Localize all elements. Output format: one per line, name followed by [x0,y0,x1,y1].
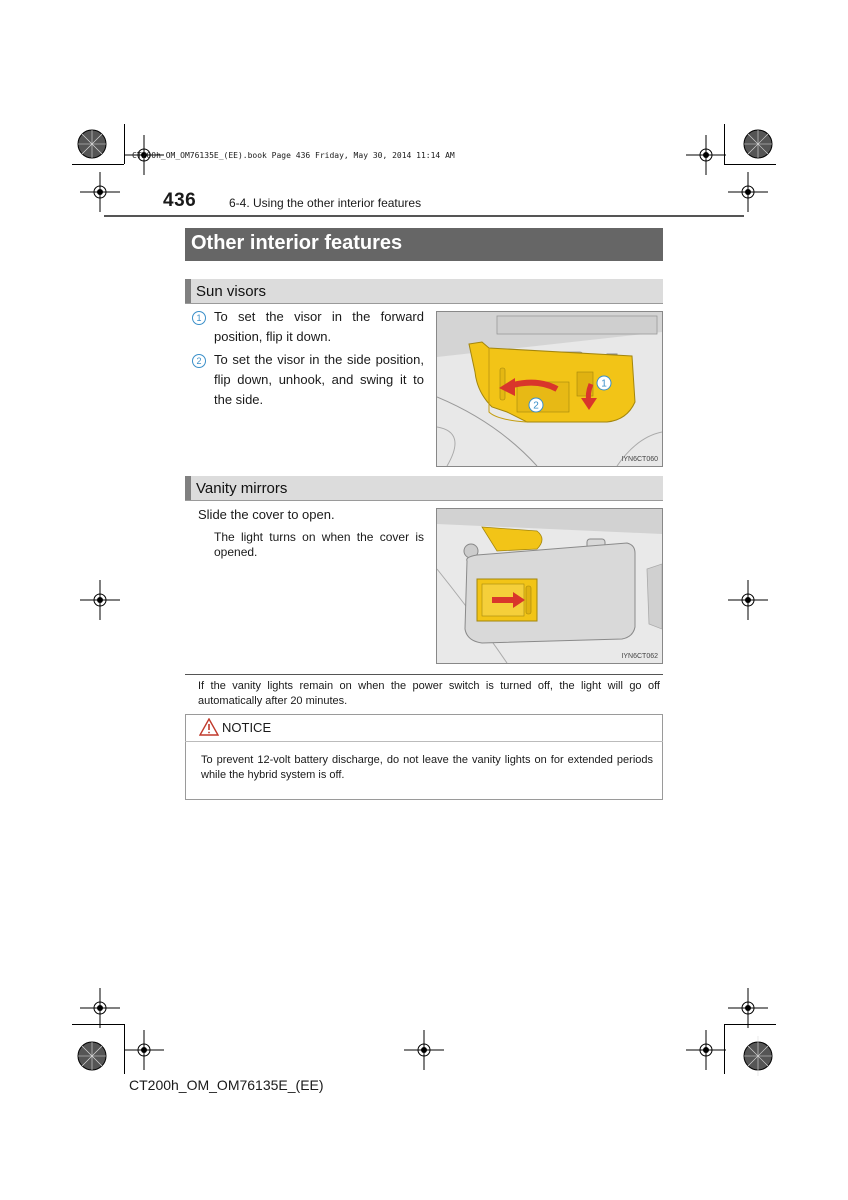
vanity-mirror-detail: The light turns on when the cover is opened. [214,530,424,559]
page-number: 436 [163,190,197,211]
crosshair-icon [686,1030,726,1070]
crop-mark [724,124,725,164]
notice-label: NOTICE [222,720,272,735]
vanity-mirror-intro: Slide the cover to open. [198,507,335,522]
sun-visor-illustration [436,311,663,467]
crop-mark [724,1024,776,1025]
crop-mark [124,1024,125,1074]
vanity-mirrors-heading: Vanity mirrors [196,480,288,497]
sun-visor-step-1: To set the visor in the forward position, flip it down. [214,309,424,344]
print-slug: CT200h_OM_OM76135E_(EE).book Page 436 Friday, May 30, 2014 11:14 AM [132,151,455,160]
step-number-1: 1 [192,311,206,325]
sun-visor-drawing [437,312,662,466]
crop-mark [724,164,776,165]
crosshair-icon [728,988,768,1028]
crop-mark [124,124,125,164]
crosshair-icon [728,172,768,212]
note-rule [185,674,663,675]
crop-mark [72,1024,124,1025]
crosshair-icon [686,135,726,175]
crosshair-icon [728,580,768,620]
breadcrumb: 6-4. Using the other interior features [229,196,422,210]
crosshair-icon [80,988,120,1028]
figure-callout-2: 2 [533,400,539,412]
crosshair-icon [404,1030,444,1070]
vanity-mirror-illustration [436,508,663,664]
registration-target-icon [72,1036,112,1076]
warning-triangle-icon [199,718,219,736]
note-text: If the vanity lights remain on when the power switch is turned off, the light will go off automatically after 20 minutes. [198,680,660,707]
crosshair-icon [80,580,120,620]
registration-target-icon [738,124,778,164]
figure-callout-1: 1 [601,378,607,390]
crop-mark [724,1024,725,1074]
crosshair-icon [124,1030,164,1070]
registration-target-icon [738,1036,778,1076]
header-rule [104,215,744,217]
footer-code: CT200h_OM_OM76135E_(EE) [129,1077,324,1093]
crosshair-icon [80,172,120,212]
vanity-mirror-drawing [437,509,662,663]
step-number-2: 2 [192,354,206,368]
crop-mark [72,164,124,165]
section-title: Other interior features [191,232,403,254]
sun-visors-heading: Sun visors [196,283,267,300]
figure-code: IYN6CT062 [621,653,658,660]
sun-visor-step-2: To set the visor in the side position, flip down, unhook, and swing it to the side. [214,352,424,407]
registration-target-icon [72,124,112,164]
notice-text: To prevent 12-volt battery discharge, do not leave the vanity lights on for extended periods while the hybrid system is off. [201,754,653,781]
figure-code: IYN6CT060 [621,456,658,463]
